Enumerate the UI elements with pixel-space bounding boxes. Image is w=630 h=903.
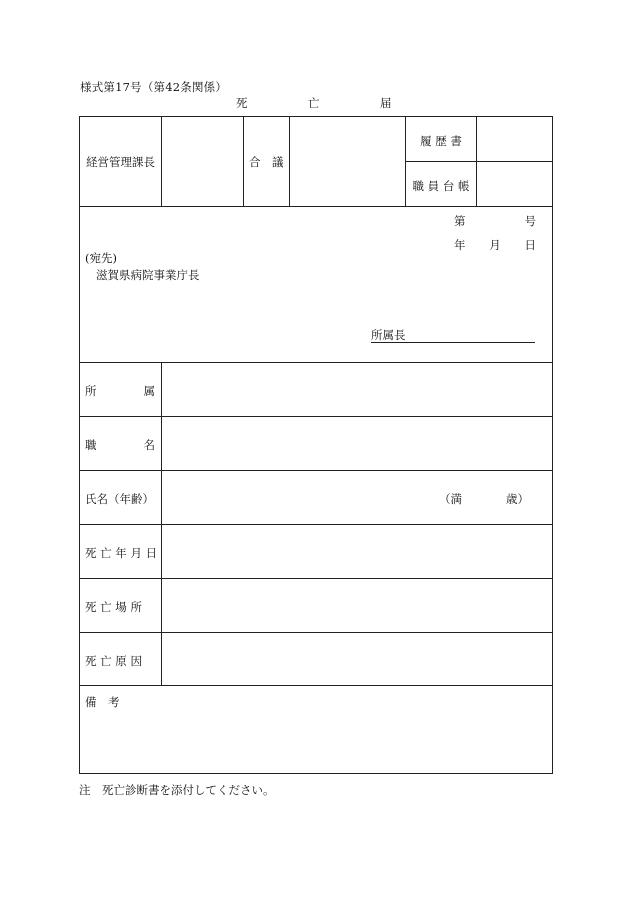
divider-row-3	[80, 524, 552, 525]
death-place-label: 死 亡 場 所	[85, 600, 142, 614]
divider-row-2	[80, 470, 552, 471]
divider-row-4	[80, 578, 552, 579]
footnote: 注 死亡診断書を添付してください。	[79, 783, 275, 797]
title-char-1: 死	[236, 96, 248, 110]
divider-approval-mid	[405, 161, 553, 162]
age-prefix: （満	[439, 492, 462, 506]
document-date	[454, 237, 536, 253]
addressee: 滋賀県病院事業庁長	[96, 268, 200, 282]
number-prefix: 第	[454, 214, 466, 228]
name-age-label: 氏名（年齢）	[85, 492, 154, 506]
divider-row-1	[80, 416, 552, 417]
office-head-signature-line[interactable]	[371, 342, 535, 343]
date-month: 月	[489, 238, 501, 252]
form-number: 様式第17号（第42条関係）	[80, 80, 228, 94]
form-table	[79, 116, 553, 774]
position-char-1: 職	[85, 438, 97, 452]
divider-row-6	[80, 685, 552, 686]
remarks-label: 備 考	[85, 695, 120, 709]
vline-approval-1	[161, 117, 162, 206]
divider-row-5	[80, 632, 552, 633]
position-label	[85, 437, 155, 453]
divider-header-bottom	[80, 362, 552, 363]
death-date-label: 死 亡 年 月 日	[85, 546, 158, 560]
date-day: 日	[524, 238, 536, 252]
vline-field-labels	[161, 362, 162, 685]
death-cause-label: 死 亡 原 因	[85, 654, 142, 668]
section-chief-label: 経営管理課長	[86, 155, 155, 169]
title-char-2: 亡	[308, 96, 320, 110]
number-suffix: 号	[524, 214, 536, 228]
consultation-label: 合 議	[249, 155, 284, 169]
position-char-2: 名	[143, 438, 155, 452]
staff-ledger-label: 職 員 台 帳	[412, 179, 470, 193]
vline-approval-3	[289, 117, 290, 206]
office-head-label: 所属長	[371, 328, 406, 342]
form-title	[0, 95, 630, 109]
affiliation-char-1: 所	[85, 384, 97, 398]
divider-approval-bottom	[80, 206, 552, 207]
resume-label: 履 歴 書	[420, 134, 462, 148]
vline-approval-2	[243, 117, 244, 206]
date-year: 年	[454, 238, 466, 252]
addressee-label: (宛先)	[85, 251, 117, 265]
vline-approval-4	[405, 117, 406, 206]
age-field	[439, 491, 529, 507]
affiliation-char-2: 属	[143, 384, 155, 398]
vline-approval-5	[476, 117, 477, 206]
document-number	[454, 213, 536, 229]
age-suffix: 歳）	[506, 492, 529, 506]
title-char-3: 届	[380, 96, 392, 110]
affiliation-label	[85, 383, 155, 399]
